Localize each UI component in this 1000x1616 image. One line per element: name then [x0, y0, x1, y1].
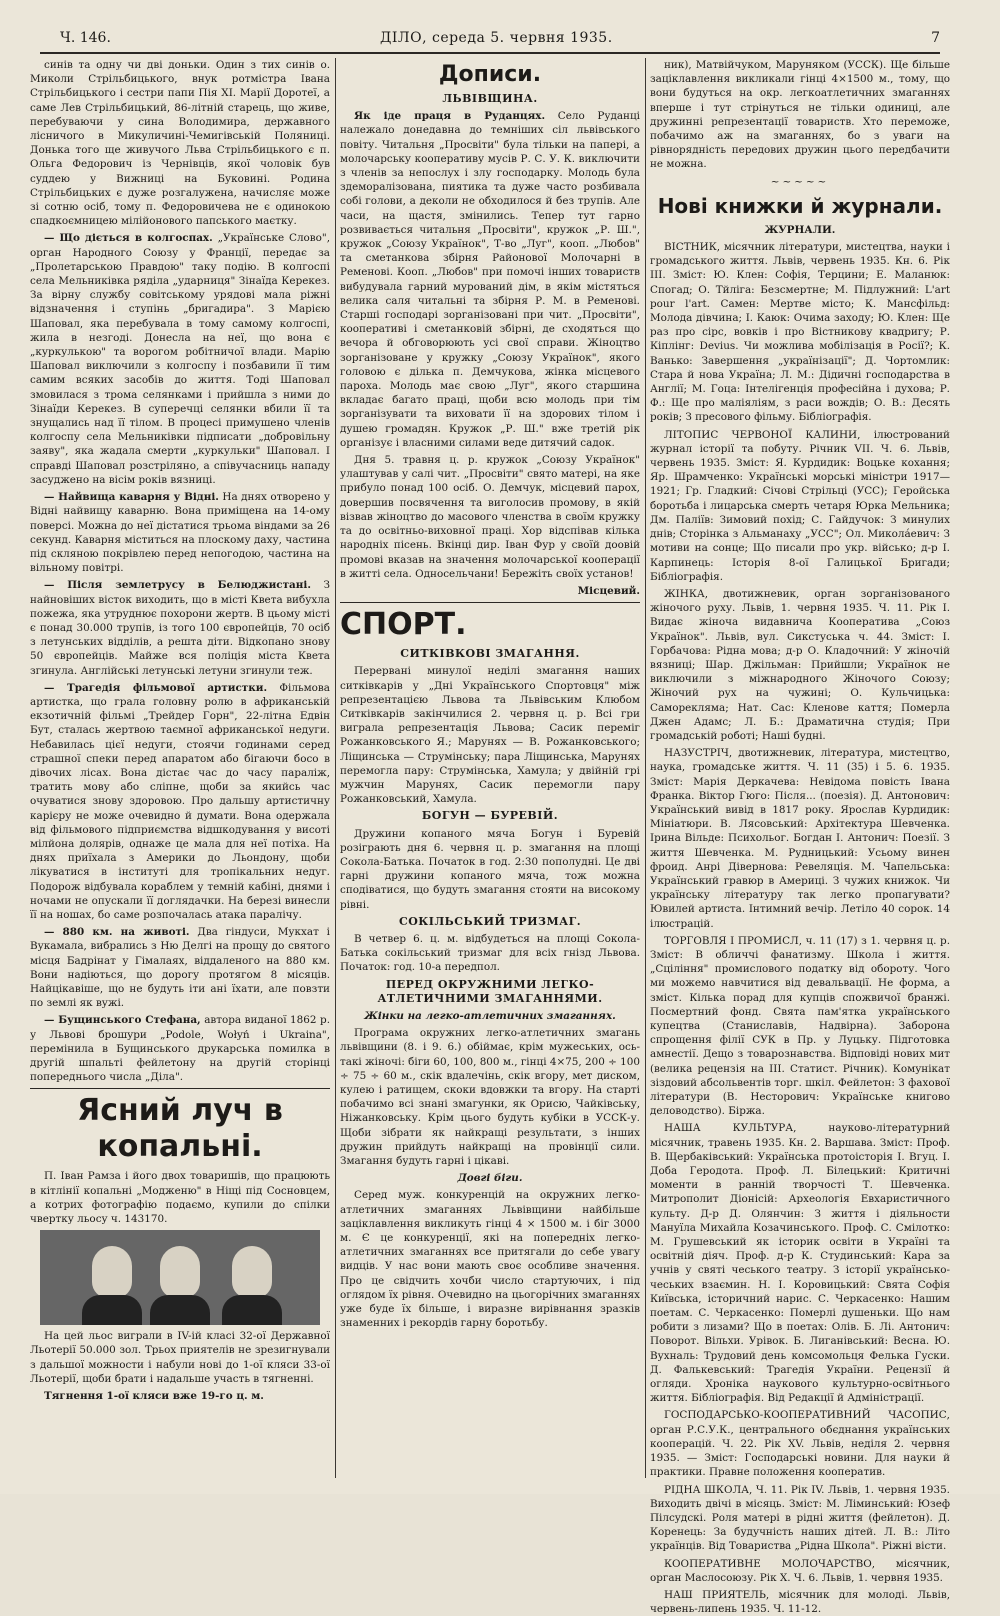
journal-entry: НАША КУЛЬТУРА, науково-літературний місячник, травень 1935. Кн. 2. Варшава. Зміст: Проф. В. Щербаківський: Українська протоісторія І. Вгуц. І. Доба Геродота. Проф. Л. Білецький: Критичні моменти в ранній творчості Т. Шевченка. Митрополит Діонісій: Археологія Евхаристичного культу. Д-р Д. Олянчин: З життя і діяльности Мануїла Михайла Козачинського. Проф. С. Смілотко: М. Грушевський як історик освіти в Україні та освітній діяч. Проф. д-р К. Студинський: Кара за учнів у святі чеського театру. З історії українсько-чеських взаємин. Н. І. Коровицький: Свята Софія Київська, історичний нарис. С. Черкасенко: Нашим поетам. С. Черкасенко: Померлі душеньки. Що нам робити з лизами? Що в поетах: Олів. Б. Лі. Антонич: Поворот. Вільхи. Урівок. Б. Лиганівський: Весна. Ю. Вухналь: Трудовий день комсомольця Фелька Гуски. Д. Фалькевський: Трагедія України. Рецензії й огляди. Хроніка наукового культурно-освітнього життя. Бібліографія. Від Редакції й Адміністрації. — [650, 1122, 950, 1405]
news-text: „Українське Слово", орган Народного Союзу у Франції, передає за „Пролетарською Правдою" таку подію. В колгоспі села Мельниківка ряділа „ударниця" Зінаїда Керекез. За вірну службу совітському урядові мала ріжні відзначення і ступінь „бригадира". З Марією Шаповал, яка перебувала в тому самому колгоспі, жила в незгоді. Донесла на неї, що вона є „куркулькою" та ворогом робітничої влади. Марію Шаповал виключили з колгоспу і позбавили її тим самим всяких засобів до життя. Тоді Шаповал змовилася з трома селянками і прийшла з ними до Зінаїди Керекез. В суперечці селянки вбили її та знущались над її тілом. В процесі примушено членів колгоспу села Мельниківки підписати „добровільну заяву", яка жадала смерти „куркульки" Шаповал. І справді Шаповал розстріляно, а співучасниць нападу засуджено на вісім років вязниці. — [30, 232, 330, 486]
masthead-date: ДІЛО, середа 5. червня 1935. — [380, 30, 613, 46]
subheading: ПЕРЕД ОКРУЖНИМИ ЛЕГКО-АТЛЕТИЧНИМИ ЗМАГАННЯМИ. — [377, 977, 603, 1005]
page-header — [60, 28, 940, 52]
article-lead: П. Іван Рамза і його двох товаришів, що працюють в кітлінії копальні „Модженю" в Ніщі під Сосновцем, а котрих фотографію подаємо, купили до спілки чвертку льосу ч. 143170. — [30, 1170, 330, 1226]
journal-entry: ЛІТОПИС ЧЕРВОНОЇ КАЛИНИ, ілюстрований журнал історії та побуту. Річник VII. Ч. 6. Львів, червень 1935. Зміст: Я. Курдидик: Воцьке кохання; Яр. Шрамченко: Українські морські міністри 1917—1921; Гр. Гладкий: Січові Стрільці (УСС); Геройська боротьба і лицарська смерть четаря Юрка Мельника; Дм. Паліїв: Зимовий похід; С. Гайдучок: З минулих днів; Сторінка з Альманаху „УСС"; Ол. Микола́евич: З мотиви на сонце; Що писали про укр. військо; д-р І. Карпинець: Історія 8-ої Галицької Бригади; Бібліографія. — [650, 428, 950, 583]
news-text: З найновіших вісток виходить, що в місті Квета вибухла пожежа, яка утруднює похорони жертв. В цьому місті є понад 30.000 трупів, із того 100 європейців, 70 осіб з летунських відділів, а решта діти. Відкопано знову 50 європейців. Майже вся поліція міста Квета згинула. Англійські летунські летуни згинули теж. — [30, 579, 330, 677]
journal-entry: ГОСПОДАРСЬКО-КООПЕРАТИВНИЙ ЧАСОПИС, орган Р.С.У.К., центрального обєднання українських кооперацій. Ч. 22. Рік XV. Львів, неділя 2. червня 1935. — Зміст: Господарські новини. Для науки й практики. Правне положення кооператив. — [650, 1409, 950, 1479]
column-divider — [645, 58, 646, 1478]
news-text: Два гіндуси, Мукхат і Вукамала, вибрались з Ню Делгі на прощу до святого місця Бадрінат у Гімалаях, віддаленого на 880 км. Вони надіються, що дорогу протягом 8 місяців. Найцікавіше, що не будуть іти ані їхати, але повзти по землі як вужі. — [30, 926, 331, 1010]
article-text: синів та одну чи дві доньки. Один з тих синів о. Миколи Стрільбицького, внук ротмістра Івана Стрільбицького і сестри папи Пія XI. Марії Доротеї, а саме Лев Стрільбицький, 86-літній старець, що живе, перебуваючи у сина Володимира, державного лісничого в Микуличині-Чемигівській Поляниці. Донька того ще живучого Льва Стрільбицького є п. Ольга Федорович із Чернівців, якої чоловік був суддею у Вижниці на Буковині. Родина Стрільбицьких є дуже розгалужена, начисляє може зі сотню осіб, тому п. Федоровичева не є одинокою спадкоємницею мілійонового папського маєтку. — [30, 59, 330, 228]
news-item — [30, 681, 330, 922]
miner-portrait — [222, 1295, 282, 1325]
article-text: В четвер 6. ц. м. відбудеться на площі Сокола-Батька сокільський тризмаг для всіх гнізд Львова. Початок: год. 10-а передпол. — [340, 932, 640, 974]
journal-entry: ТОРГОВЛЯ І ПРОМИСЛ, ч. 11 (17) з 1. червня ц. р. Зміст: В обличчі фанатизму. Школа і життя. „Сціління" промислового податку від обороту. Чого ми можемо навчитися від девальвації. Не форма, а зміст. Кілька порад для купців спожвичої бранжі. Посмертний фонд. Свята пам'ятка українського купецтва (Станиславів, Надвірна). Заборона спрощення філії СУК в Пр. у Луцьку. Підготовка амнестії. Дещо з товарознавства. Відповіді нових мит (велика рецензія на ІІІ. Статист. Річник). Комунікат зіздовий абсольвентів торг. шкіл. Фейлетон: З фахової літератури (В. Несторович: Українське книгово деловодство). Біржа. — [650, 934, 950, 1118]
news-item — [30, 578, 330, 677]
news-item — [30, 231, 330, 487]
section-rule — [340, 602, 640, 603]
news-heading: — Бущинського Стефана, — [44, 1014, 201, 1027]
article-text: Серед муж. конкуренцій на окружних легко-атлетичних змаганнях Львівщини найбільше заціклавлення викликуть гінці 4 × 1500 м. і біг 3000 м. Є це конкуренції, які на попередніх легко-атлетичних змаганнях все притягали до себе увагу видців. У нас вони мають своє особливе значення. Про це свідчить хочби число стартуючих, і під оглядом їх рівня. Очевидно на цьогорічних змаганнях уже буде їх більше, і виразне вирівнання зразків знаменних і рекордів гарну боротьбу. — [340, 1189, 640, 1330]
subheading: СИТКІВКОВІ ЗМАГАННЯ. — [400, 647, 580, 661]
subheading: Довгі біги. — [457, 1172, 523, 1185]
miner-portrait — [92, 1246, 132, 1298]
subheading: ЖУРНАЛИ. — [764, 223, 836, 236]
section-title: Нові книжки й журнали. — [657, 193, 943, 218]
subheading: БОГУН — БУРЕВІЙ. — [421, 809, 559, 823]
subheading: СОКІЛЬСЬКИЙ ТРИЗМАГ. — [398, 914, 582, 928]
article-title: Ясний луч в копальні. — [77, 1093, 283, 1165]
miners-photo — [40, 1230, 320, 1325]
section-title: Дописи. — [438, 62, 542, 87]
miner-portrait — [232, 1246, 272, 1298]
column-divider — [335, 58, 336, 1478]
section-rule — [30, 1088, 330, 1089]
page-number: 7 — [931, 30, 940, 46]
column-2 — [340, 58, 640, 1488]
subheading: Жінки на легко-атлетичних змаганнях. — [364, 1009, 616, 1022]
issue-number: Ч. 146. — [60, 30, 111, 46]
journal-entry: РІДНА ШКОЛА, Ч. 11. Рік IV. Львів, 1. червня 1935. Виходить двічі в місяць. Зміст: М. Ліминський: Юзеф Пілсудскі. Роля матері в рідні життя (фейлетон). Д. Коренець: За будучність наших дітей. Л. В.: Літо українців. Від Товариства „Рідна Школа". Ріжні вісти. — [650, 1483, 950, 1553]
article-text: Дня 5. травня ц. р. кружок „Союзу Українок" улаштував у салі чит. „Просвіти" свято матері, на яке прибуло понад 100 осіб. О. Демчук, місцевий парох, довершив посвячення та виголосив промову, в якій візвав жіноцтво до масового членства в своїм кружку та до освітньо-виховної праці. Хор відспівав кілька народніх пісень. Вкінці дир. Іван Фур у своїй доовій промові вказав на значення молочарської кооперації в житті села. Односельчани! Бережіть своїх установ! — [340, 454, 640, 580]
article-text: Програма окружних легко-атлетичних змагань львівщини (8. і 9. 6.) обіймає, крім мужеських, ось-такі жіночі: біги 60, 100, 800 м., гінці 4×75, 200 ÷ 100 ÷ 75 ÷ 60 м., скік вдалечінь, скік вгору, мет диском, кулею і ратищем, скоки вдовжки та вгору. На старті побачимо всі знані змагунки, як Орисю, Чайківську, Ніжанковську. Крім цього будуть кубіки в УССК-у. Щоби зібрати як найкращі результати, з інших дружин прийдуть найкращі на провінції сили. Змагання будуть гарні і цікаві. — [340, 1027, 640, 1168]
sport-title: СПОРТ. — [340, 607, 467, 643]
header-rule — [40, 52, 940, 54]
ornament-divider: ~~~~~ — [770, 175, 830, 188]
news-heading: Як іде праця в Руданцях. — [354, 110, 546, 123]
news-heading: — Найвища каварня у Відні. — [44, 491, 219, 504]
journal-entry: НАЗУСТРІЧ, двотижневик, література, мистецтво, наука, громадське життя. Ч. 11 (35) і 5. 6. 1935. Зміст: Марія Деркачева: Невідома повість Івана Франка. Віктор Гюго: Після... (поезія). Д. Антонович: Український вивід в 1817 року. Ярослав Курдидик: Мініатюри. В. Лясовський: Архітектура Шевченка. Ірина Вільде: Психольог. Богдан І. Антонич: Поезії. З життя Шевченка. М. Рудницький: Усьому винен фроид. Анрі Дівернова: Ревеляція. М. Чапельська: Український гравюр в Америці. З чужих книжок. Чи українську літературу так легко пропагувати? Ювилей артиста. Інтимний вечір. Летіло 40 сорок. 14 ілюстрацій. — [650, 747, 950, 930]
news-heading: — 880 км. на животі. — [44, 926, 190, 939]
journal-entry: НАШ ПРИЯТЕЛЬ, місячник для молоді. Львів, червень-липень 1935. Ч. 11-12. — [650, 1588, 950, 1616]
news-item — [30, 490, 330, 575]
news-heading: — Що діється в колгоспах. — [44, 232, 213, 245]
news-item — [340, 109, 640, 450]
article-tail: Тягнення 1-ої кляси вже 19-го ц. м. — [44, 1390, 264, 1403]
news-item — [30, 925, 330, 1010]
news-text: автора виданої 1862 р. у Львові брошури „Podole, Wołyń i Ukraina", перемінила в Бущинського друкарська помилка в другій шпальті фейлетону на другій сторінці попереднього числа „Діла". — [30, 1014, 330, 1084]
journal-entry: ВІСТНИК, місячник літератури, мистецтва, науки і громадського життя. Львів, червень 1935. Кн. 6. Рік III. Зміст: Ю. Клен: Софія, Терцини; Е. Маланюк: Спогад; О. Тйліга: Безсмертне; М. Підлужний: L'art pour l'art. Самен: Мертве місто; К. Мансфільд: Молода дівчина; І. Каюк: Очима заходу; Ю. Клен: Ще раз про сірс, вовків і про Вістникову квадригу; Р. Кіплінг: Dеvіus. Чи можлива мобілізація в Росії?; К. Ванько: Завершення „українізації"; Д. Чортомлик: Стара й нова Україна; Л. М.: Дідичні господарства в Англії; М. Гоца: Інтелігенція професійна і духова; Р. Ф.: Ще про маліяліям, з раси вождів; О. В.: Десять років; З пресового фільму. Бібліографія. — [650, 241, 950, 424]
article-text: Перервані минулої неділі змагання наших ситківкарів у „Дні Українського Спортовця" між репрезентацією Львова та Львівським Клюбом Ситківкарів закінчилися 2. червня ц. р. Всі гри виграла репрезентація Львова; Сасик переміг Рожанковського Я.; Марунях — В. Рожанковського; Ліщинська — Струмінську; пара Ліщинська, Марунях перемогла пару: Струмінська, Хамула; у двійній грі мужчин Марунях, Сасик перемогли пару Рожанковський, Хамула. — [340, 665, 640, 806]
region-heading: ЛЬВІВЩИНА. — [442, 92, 538, 105]
news-text: Село Руданці належало донедавна до темніших сіл львівського повіту. Читальня „Просвіти" була тільки на папері, а молочарську кооперативу мусів Р. С. У. К. виключити з членів за непослух і злу господарку. Молодь була здеморалізована, пиятика та дуже часто розбивала собі голови, а деколи не обходилося й без трупів. Але часи, на щастя, змінились. Тепер тут гарно розвивається читальня „Просвіти", кружок „Р. Ш.", кружок „Союзу Українок", Т-во „Луг", кооп. „Любов" та сметанкова збірня Районової Молочарні в Ременові. Коoп. „Любов" при помочі інших товариств вибудувала гарний мурований дім, в якім містяться велика саля читальні та збірня Р. М. в Ременові. Старші господарі зорганізовані при чит. „Просвіти", кооперативі і сметанковій збірні, де сходяться що вечора й обговорюють усі свої справи. Жіноцтво зорганізоване у кружку „Союзу Українок", якого головою є ділька п. Демчукова, жінка місцевого пароха. Молодь має свою „Луг", якого старшина вкладає багато праці, щоби всю молодь при тім зорганізувати та виховати її на здорових тілом і душею громадян. Кружок „Р. Ш." вже третій рік організує і власними силами веде дитячий садок. — [340, 110, 640, 449]
signature: Місцевий. — [577, 584, 640, 597]
journal-entry: КООПЕРАТИВНЕ МОЛОЧАРСТВО, місячник, орган Маслосоюзу. Рік Х. Ч. 6. Львів, 1. червня 1935. — [650, 1557, 950, 1584]
news-text: На днях отворено у Відні найвищу каварню. Вона приміщена на 14-ому поверсі. Можна до неї дістатися трьома віндами за 26 секунд. Каварня міститься на плоскому даху, частина під скляною покрівлею перед непогодою, частина на вільному повітрі. — [30, 491, 331, 575]
news-heading: — Після землетрусу в Белюджистані. — [44, 579, 311, 592]
article-text: Дружини копаного мяча Богун і Буревій розіграють дня 6. червня ц. р. змагання на площі Сокола-Батька. Початок в год. 2:30 пополудні. Це дві гарні дружини копаного мяча, тож можна сподіватися, що будуть змагання стояти на високому рівні. — [340, 827, 640, 911]
news-item — [30, 1013, 330, 1084]
article-text: ник), Матвійчуком, Маруняком (УССК). Ще більше заціклавлення викликали гінці 4×1500 м., тому, що вони будуться на окр. легкоатлетичних змаганнях вперше і тут стрінуться не тільки одиниці, але дружинні репрезентації товариств. Хто переможе, побачимо аж на змаганнях, бо з уваги на рівнорядність передових дружин цього передбачити не можна. — [650, 59, 950, 171]
column-1 — [30, 58, 330, 1488]
photo-caption: На цей льос виграли в IV-ій класі 32-ої Державної Льотерії 50.000 зол. Трьох приятелів не зрезигнували з дальшої можности і набули нові до 1-ої кляси 33-ої Льотерії, щоби брати і надальше участь в тягненні. — [30, 1330, 330, 1385]
column-3 — [650, 58, 950, 1616]
news-heading: — Трагедія фільмової артистки. — [44, 681, 268, 694]
news-text: Фільмова артистка, що грала головну ролю в африканській екзотичній фільмі „Трейдер Горн", 22-літна Едвін Бут, сталась жертвою таємної африканської недуги. Небавилась цієї недуги, стоячи годинами серед страшної спеки перед апаратом або бігаючи босо в дівочих лісах. Вона дістає час до часу параліж, тратить мову або сліпне, щоби за якийсь час очуватися знову здоровою. Про дальшу артистичну карієру не може очевидно й думати. Вона одержала від фільмового підприємства відшкодування у висоті мілйона долярів, однаже це мала для неї потіха. На днях приїхала з Америки до Льондону, щоби лікуватися в інституті для тропікальних недуг. Подорож відбувала кораблем у темній кабіні, днями і ночами не опускали її доглядачки. На березі винесли її на ношах, бо саме розпочалась атака паралічу. — [30, 681, 330, 921]
miner-portrait — [82, 1295, 142, 1325]
journal-entry: ЖІНКА, двотижневик, орган зорганізованого жіночого руху. Львів, 1. червня 1935. Ч. 11. Рік І. Видає жіноча видавнича Кооператива „Союз Українок". Львів, вул. Сикстуська ч. 44. Зміст: І. Горбачова: Рідна мова; д-р О. Кладочний: У жіночій вязниці; Шар. Джільман: Прийшли; Українок не виключили з міжнародного Жіночого Союзу; Жіночий рух на чужині; О. Кульчицька: Саморекляма; Нат. Сас: Кленове каття; Померла Джен Адамс; Л. Б.: Драматична студія; При громадській роботі; Наші будні. — [650, 587, 950, 742]
miner-portrait — [150, 1295, 210, 1325]
miner-portrait — [160, 1246, 200, 1298]
